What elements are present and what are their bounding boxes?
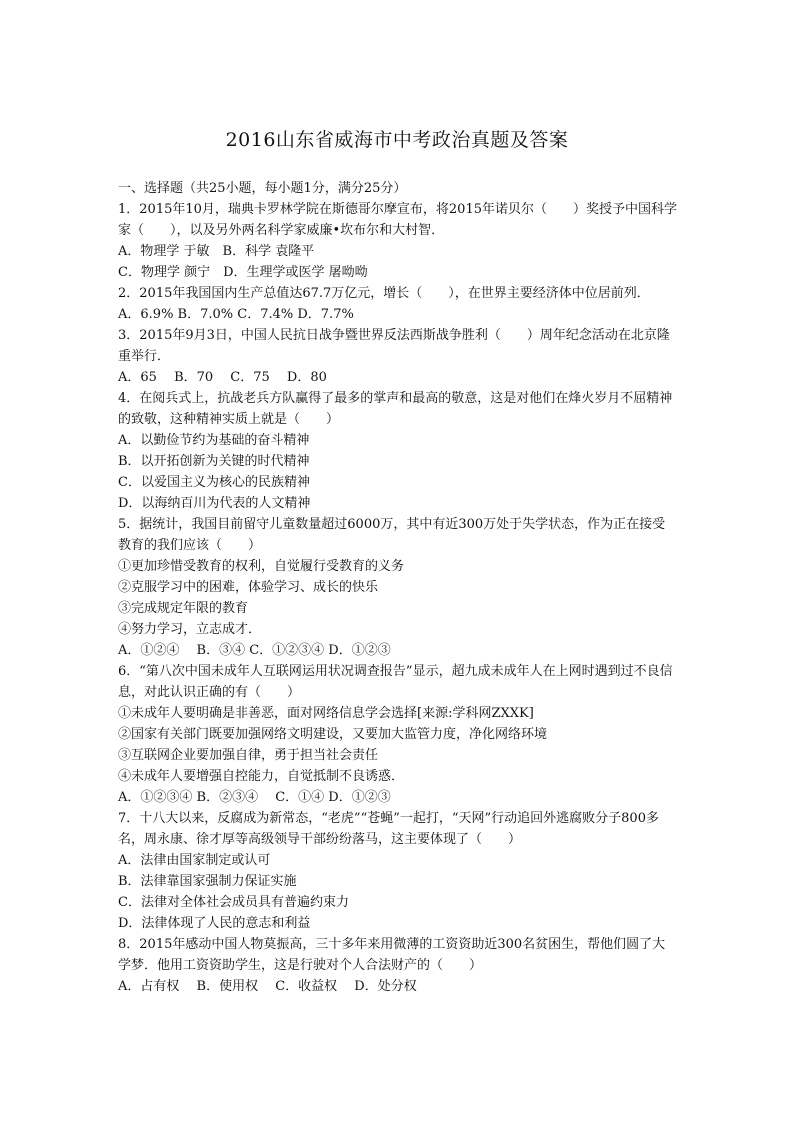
question-5 [118,514,678,661]
question-option: A．6.9% B．7.0% C．7.4% D．7.7% [118,307,354,322]
question-option: B．以开拓创新为关键的时代精神 [118,454,310,469]
question-stem: 3．2015年9月3日，中国人民抗日战争暨世界反法西斯战争胜利（ ）周年纪念活动在北京隆重举行． [118,328,670,364]
question-option: A．占有权 B．使用权 C．收益权 D．处分权 [118,979,417,994]
question-option: A．法律由国家制定或认可 [118,853,271,868]
question-4 [118,388,678,514]
question-stem: 5．据统计，我国目前留守儿童数量超过6000万，其中有近300万处于失学状态，作为正在接受教育的我们应该（ ） [118,517,666,553]
question-option: B．法律靠国家强制力保证实施 [118,874,297,889]
exam-content [118,178,678,997]
question-option: ②克服学习中的困难，体验学习、成长的快乐 [118,580,379,595]
question-stem: 4．在阅兵式上，抗战老兵方队赢得了最多的掌声和最高的敬意，这是对他们在烽火岁月不屈精神的致敬，这种精神实质上就是（ ） [118,391,673,427]
question-6 [118,661,678,808]
question-option: ①未成年人要明确是非善恶，面对网络信息学会选择[来源:学科网ZXXK] [118,706,534,721]
question-1 [118,199,678,283]
question-option: ③互联网企业要加强自律，勇于担当社会责任 [118,748,379,763]
question-stem: 2．2015年我国国内生产总值达67.7万亿元，增长（ ），在世界主要经济体中位居前列． [118,286,650,301]
question-option: ④未成年人要增强自控能力，自觉抵制不良诱惑． [118,769,405,784]
question-option: ④努力学习，立志成才． [118,622,262,637]
question-option: A．以勤俭节约为基础的奋斗精神 [118,433,310,448]
question-option: A．①②④ B．③④ C．①②③④ D．①②③ [118,643,391,658]
question-option: ③完成规定年限的教育 [118,601,249,616]
question-option: C．以爱国主义为核心的民族精神 [118,475,310,490]
question-option: A．①②③④ B．②③④ C．①④ D．①②③ [118,790,391,805]
question-stem: 8．2015年感动中国人物莫振高，三十多年来用微薄的工资资助近300名贫困生，帮他们圆了大学梦．他用工资资助学生，这是行驶对个人合法财产的（ ） [118,937,666,973]
question-2 [118,283,678,325]
section-heading: 一、选择题（共25小题，每小题1分，满分25分） [118,181,407,196]
page-title: 2016山东省威海市中考政治真题及答案 [225,129,569,151]
question-stem: 1．2015年10月，瑞典卡罗林学院在斯德哥尔摩宣布，将2015年诺贝尔（ ）奖授予中国科学家（ ），以及另外两名科学家威廉•坎布尔和大村智． [118,202,677,238]
question-stem: 6．“第八次中国未成年人互联网运用状况调查报告”显示，超九成未成年人在上网时遇到过不良信息，对此认识正确的有（ ） [118,664,673,700]
question-option: A．物理学 于敏 B．科学 袁隆平 [118,244,315,259]
question-option: A．65 B．70 C．75 D．80 [118,370,327,385]
question-option: ①更加珍惜受教育的权利，自觉履行受教育的义务 [118,559,405,574]
question-option: D．法律体现了人民的意志和利益 [118,916,311,931]
question-8 [118,934,678,997]
question-option: C．法律对全体社会成员具有普遍约束力 [118,895,349,910]
question-option: C．物理学 颜宁 D．生理学或医学 屠呦呦 [118,265,368,280]
question-stem: 7．十八大以来，反腐成为新常态，“老虎”“苍蝇”一起打，“天网”行动追回外逃腐败分子800多名，周永康、徐才厚等高级领导干部纷纷落马，这主要体现了（ ） [118,811,659,847]
question-7 [118,808,678,934]
question-option: D．以海纳百川为代表的人文精神 [118,496,311,511]
question-option: ②国家有关部门既要加强网络文明建设，又要加大监管力度，净化网络环境 [118,727,548,742]
question-3 [118,325,678,388]
